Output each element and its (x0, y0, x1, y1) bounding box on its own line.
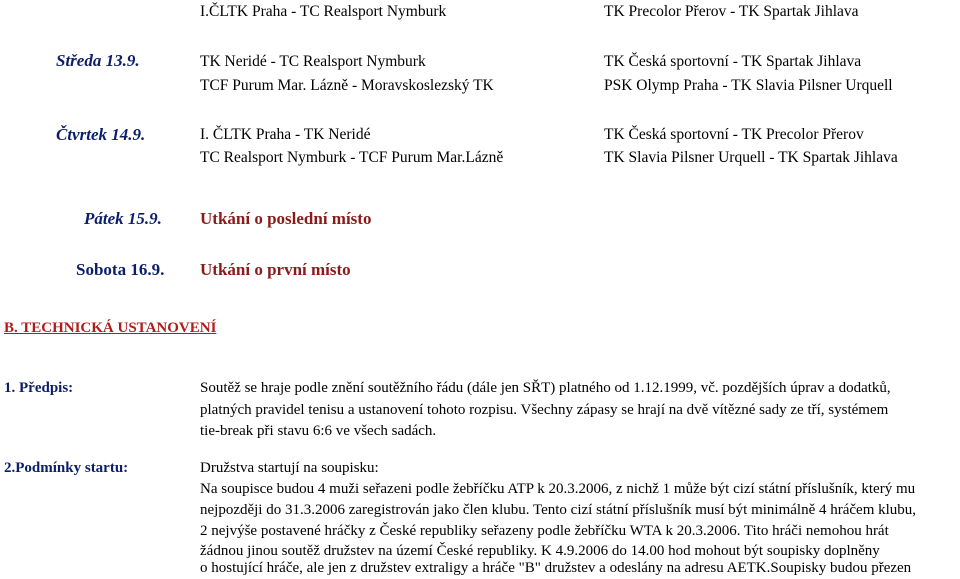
match-left: TCF Purum Mar. Lázně - Moravskoslezský TK (200, 77, 494, 94)
match-left: TC Realsport Nymburk - TCF Purum Mar.Lázně (200, 149, 504, 166)
match-right: TK Česká sportovní - TK Spartak Jihlava (604, 53, 862, 70)
match-right: TK Česká sportovní - TK Precolor Přerov (604, 126, 864, 143)
rule-text-line: Soutěž se hraje podle znění soutěžního řádu (dále jen SŘT) platného od 1.12.1999, vč. pozdějších úprav a dodatků, (200, 380, 891, 396)
match-note: Utkání o první místo (200, 260, 351, 279)
rule-text-line: 2 nejvýše postavené hráčky z České republiky seřazeny podle žebříčku WTA k 20.3.2006. Tito hráči nemohou hrát (200, 523, 889, 539)
match-right: PSK Olymp Praha - TK Slavia Pilsner Urquell (604, 77, 893, 94)
day-label: Sobota 16.9. (76, 260, 165, 279)
match-right: TK Precolor Přerov - TK Spartak Jihlava (604, 3, 859, 20)
rule-text-line: Družstva startují na soupisku: (200, 460, 379, 476)
section-heading: B. TECHNICKÁ USTANOVENÍ (4, 320, 217, 336)
match-note: Utkání o poslední místo (200, 209, 372, 228)
match-left: I.ČLTK Praha - TC Realsport Nymburk (200, 3, 447, 20)
match-left: I. ČLTK Praha - TK Neridé (200, 126, 371, 143)
day-label: Čtvrtek 14.9. (56, 125, 146, 144)
rule-text-line: nejpozději do 31.3.2006 zaregistrován jako člen klubu. Tento cizí státní příslušník musí být minimálně 4 hráčem klubu, (200, 502, 917, 518)
rule-text-line: Na soupisce budou 4 muži seřazeni podle žebříčku ATP k 20.3.2006, z nichž 1 může být cizí státní příslušník, který mu (200, 481, 916, 497)
rule-text-line: platných pravidel tenisu a ustanovení tohoto rozpisu. Všechny zápasy se hrají na dvě vítězné sady ze tří, systémem (200, 402, 889, 418)
match-right: TK Slavia Pilsner Urquell - TK Spartak Jihlava (604, 149, 898, 166)
rule-label: 2.Podmínky startu: (4, 460, 129, 476)
day-label: Pátek 15.9. (84, 209, 162, 228)
rule-text-line: žádnou jinou soutěž družstev na území České republiky. K 4.9.2006 do 14.00 hod mohout být soupisky doplněny (200, 543, 880, 559)
rule-label: 1. Předpis: (4, 380, 74, 396)
rule-text-line: tie-break při stavu 6:6 ve všech sadách. (200, 423, 437, 439)
rule-text-line: o hostující hráče, ale jen z družstev extraligy a hráče "B" družstev a odeslány na adresu AETK.Soupisky budou přezen (200, 560, 912, 576)
match-left: TK Neridé - TC Realsport Nymburk (200, 53, 426, 70)
day-label: Středa 13.9. (56, 51, 140, 70)
